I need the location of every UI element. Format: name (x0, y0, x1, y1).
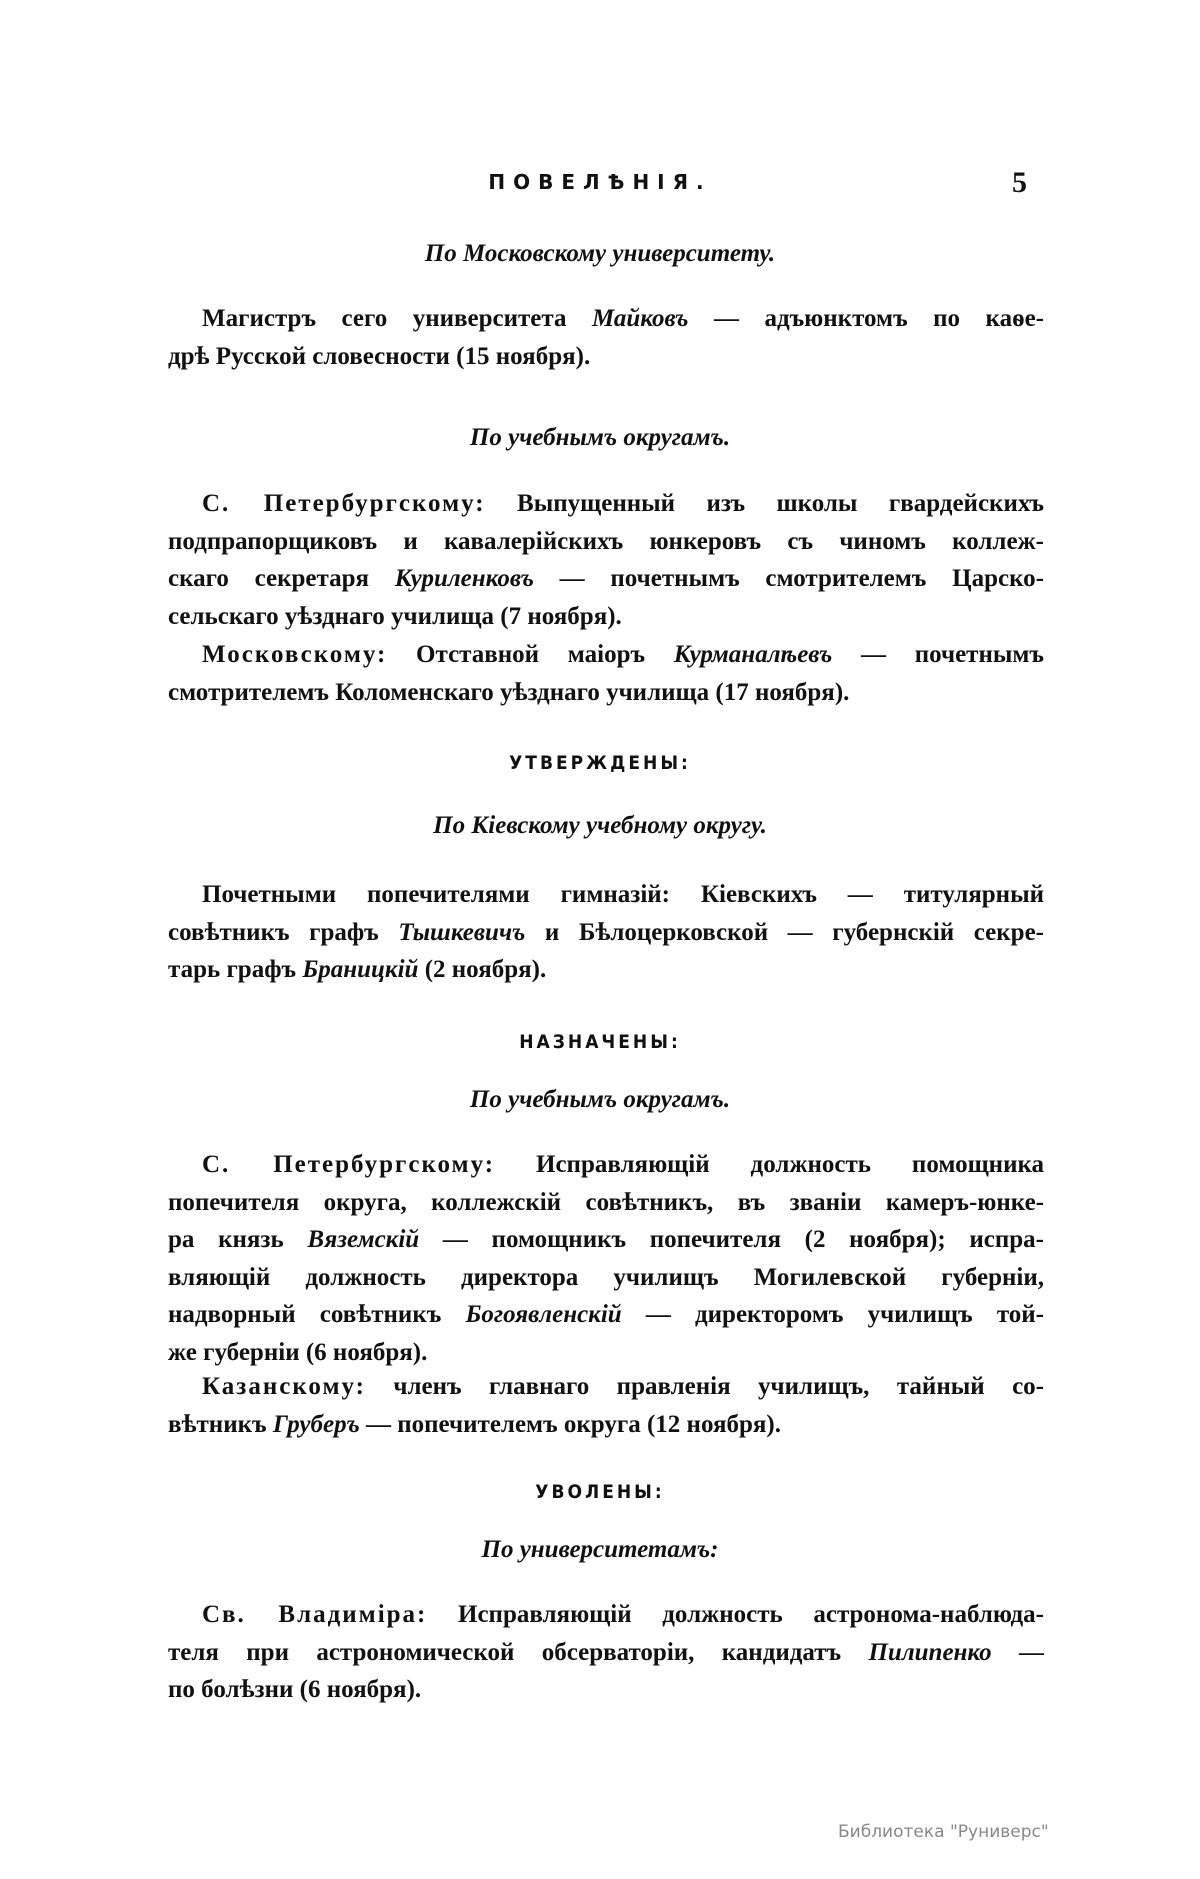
text-segment: по болѣзни (6 ноября). (168, 1676, 422, 1703)
text-segment: — (991, 1638, 1045, 1666)
text-line (168, 1634, 1044, 1672)
person-name: Пилипенко (868, 1638, 992, 1666)
person-name: Груберъ (272, 1410, 360, 1438)
text-line (168, 951, 1044, 989)
text-segment: вляющій должность директора училищъ Могилевской губерніи, (168, 1263, 1044, 1291)
text-segment: ра князь (168, 1226, 308, 1253)
text-segment: Магистръ сего университета (202, 305, 592, 332)
text-segment: теля при астрономической обсерваторіи, кандидатъ (168, 1638, 869, 1666)
text-line (168, 598, 1044, 636)
text-segment: Исправляющій должность астронома-наблюда- (427, 1601, 1044, 1628)
paragraph (168, 485, 1044, 635)
text-segment: сельскаго уѣзднаго училища (7 ноября). (168, 602, 622, 630)
text-segment: надворный совѣтникъ (168, 1301, 466, 1328)
district-label: С. Петербургскому: (202, 490, 486, 517)
text-line (168, 636, 1044, 674)
text-segment: — попечителемъ округа (12 ноября). (359, 1410, 782, 1438)
paragraph (168, 300, 1044, 375)
library-watermark: Библиотека "Руниверс" (838, 1822, 1049, 1842)
section-subtitle: По учебнымъ округамъ. (469, 424, 731, 451)
text-line (168, 1671, 1044, 1709)
text-segment: смотрителемъ Коломенскаго уѣзднаго училища (17 ноября). (168, 678, 850, 706)
district-label: Казанскому: (202, 1373, 366, 1400)
text-segment: и Бѣлоцерковской — губернскій секре- (525, 918, 1044, 946)
text-segment: — почетнымъ смотрителемъ Царско- (533, 565, 1044, 592)
section-subtitle: По Московскому университету. (424, 240, 776, 267)
person-name: Куриленковъ (394, 565, 534, 592)
section-subtitle: По Кіевскому учебному округу. (433, 812, 767, 839)
text-line (168, 1296, 1044, 1334)
text-segment: скаго секретаря (168, 565, 395, 592)
paragraph (168, 1146, 1044, 1371)
text-segment: Выпущенный изъ школы гвардейскихъ (485, 490, 1044, 517)
text-segment: Исправляющій должность помощника (495, 1151, 1045, 1178)
district-label: Московскому: (202, 641, 388, 668)
text-segment: вѣтникъ (168, 1410, 273, 1438)
text-line (168, 338, 1044, 376)
person-name: Браницкій (302, 956, 419, 983)
paragraph (168, 636, 1044, 711)
text-segment: (2 ноября). (418, 956, 547, 983)
text-segment: — адъюнктомъ по каѳе- (688, 305, 1044, 332)
text-line (168, 300, 1044, 338)
text-segment: Отставной маіоръ (387, 641, 674, 668)
text-line (168, 914, 1044, 952)
text-segment: — помощникъ попечителя (2 ноября); испра- (419, 1226, 1044, 1253)
text-line (168, 523, 1044, 561)
text-line (168, 1596, 1044, 1634)
section-heading: УВОЛЕНЫ: (535, 1481, 665, 1503)
text-line (168, 674, 1044, 712)
text-segment: же губерніи (6 ноября). (168, 1338, 428, 1366)
text-line (168, 560, 1044, 598)
text-segment: попечителя округа, коллежскій совѣтникъ, въ званіи камеръ-юнке- (168, 1188, 1044, 1216)
district-label: Св. Владиміра: (202, 1601, 428, 1628)
running-header: ПОВЕЛѢНІЯ. (488, 170, 712, 194)
text-segment: членъ главнаго правленія училищъ, тайный со- (365, 1373, 1044, 1400)
section-heading: НАЗНАЧЕНЫ: (519, 1031, 681, 1053)
text-line (168, 1221, 1044, 1259)
text-segment: дрѣ Русской словесности (15 ноября). (168, 342, 591, 370)
section-subtitle: По учебнымъ округамъ. (469, 1086, 731, 1113)
section-subtitle: По университетамъ: (481, 1536, 719, 1563)
person-name: Богоявленскій (465, 1301, 622, 1328)
text-segment: — почетнымъ (832, 641, 1044, 668)
paragraph (168, 876, 1044, 989)
person-name: Курманалѣевъ (673, 641, 833, 668)
text-segment: Почетными попечителями гимназій: Кіевскихъ — титулярный (202, 881, 1044, 908)
paragraph (168, 1368, 1044, 1443)
text-line (168, 1368, 1044, 1406)
page-number: 5 (1012, 166, 1027, 199)
text-line (168, 1406, 1044, 1444)
district-label: С. Петербургскому: (202, 1151, 496, 1178)
text-segment: совѣтникъ графъ (168, 918, 399, 946)
text-segment: — директоромъ училищъ той- (621, 1301, 1044, 1328)
text-line (168, 1334, 1044, 1372)
text-line (168, 1184, 1044, 1222)
person-name: Вяземскій (307, 1226, 420, 1253)
section-heading: УТВЕРЖДЕНЫ: (509, 752, 691, 774)
text-segment: тарь графъ (168, 956, 303, 983)
text-line (168, 485, 1044, 523)
person-name: Тышкевичъ (398, 918, 526, 946)
paragraph (168, 1596, 1044, 1709)
text-line (168, 1259, 1044, 1297)
text-line (168, 1146, 1044, 1184)
text-segment: подпрапорщиковъ и кавалерійскихъ юнкеровъ съ чиномъ коллеж- (168, 527, 1044, 555)
person-name: Майковъ (591, 305, 689, 332)
text-line (168, 876, 1044, 914)
